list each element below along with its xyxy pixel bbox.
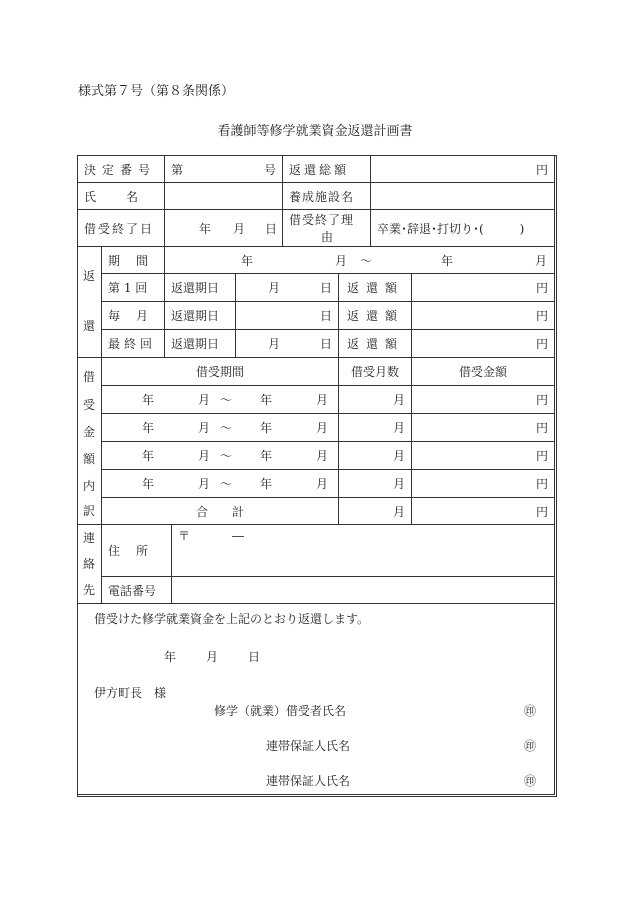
seal-icon: ㊞ [524,704,537,718]
loan-months-header [338,357,412,386]
facility-label-cell [282,182,371,210]
month-unit: 月 [233,222,246,236]
last-amount-field[interactable] [411,329,555,358]
amount-label: 返還額 [347,309,405,323]
facility-label: 養成施設名 [289,190,355,204]
loan-total-months-field[interactable] [338,497,412,525]
tilde-mark: ～ [220,393,233,407]
year-unit: 年 [142,449,155,463]
monthly-amount-field[interactable] [411,301,555,330]
first-installment-label-cell [101,273,165,302]
amount-label-cell [338,329,412,358]
dai-label: 第 [171,163,184,177]
month-unit: 月 [268,281,281,295]
loan-total-amount-field[interactable] [411,497,555,525]
address-field[interactable] [171,524,555,577]
phone-field[interactable] [171,576,555,604]
document-title: 看護師等修学就業資金返還計画書 [217,124,413,139]
loan-end-reason-field[interactable] [370,209,555,247]
side-char: 先 [83,583,96,597]
yen-unit: 円 [535,477,548,491]
repayment-side-label-1: 返 [83,269,96,283]
date-month-unit: 月 [206,650,219,664]
year-unit: 年 [441,254,454,268]
loan-amount-field[interactable] [411,469,555,498]
year-unit: 年 [199,222,212,236]
repayment-side-label-2: 還 [83,319,96,333]
address-label-cell [101,524,172,577]
first-due-date-field[interactable] [235,273,339,302]
borrower-name-label: 修学（就業）借受者氏名 [214,704,347,718]
tilde-mark: ～ [220,477,233,491]
day-unit: 日 [265,222,278,236]
total-repayment-label-cell [282,155,371,183]
year-unit: 年 [260,393,273,407]
date-day-unit: 日 [248,650,261,664]
loan-period-header-text: 借受期間 [195,365,244,379]
decision-number-label: 決定番号 [84,163,157,177]
repayment-side-label-cell [77,246,102,358]
month-unit: 月 [198,477,211,491]
due-date-label-cell [164,273,236,302]
year-unit: 年 [142,421,155,435]
date-year-unit: 年 [164,650,177,664]
name-field[interactable] [164,182,283,210]
side-char: 借 [83,370,96,384]
loan-months-field[interactable] [338,385,412,414]
monthly-installment-label-cell [101,301,165,330]
loan-period-header [101,357,339,386]
due-date-label: 返還期日 [171,309,220,323]
tilde-mark: ～ [220,449,233,463]
yen-unit: 円 [535,421,548,435]
loan-total-label-cell [101,497,339,525]
reason-options: 卒業･辞退･打切り･( ) [377,222,525,236]
loan-period-field[interactable] [101,441,339,470]
side-char: 連 [83,531,96,545]
month-unit: 月 [268,337,281,351]
month-unit: 月 [316,421,329,435]
loan-months-field[interactable] [338,469,412,498]
period-label: 期 間 [108,254,151,268]
yen-unit: 円 [535,337,548,351]
loan-amount-field[interactable] [411,441,555,470]
go-label: 号 [263,163,276,177]
month-unit: 月 [198,449,211,463]
tilde-mark: ～ [220,421,233,435]
loan-breakdown-side-label-cell [77,357,102,525]
year-unit: 年 [241,254,254,268]
month-unit: 月 [392,449,405,463]
facility-field[interactable] [370,182,555,210]
total-repayment-field[interactable] [370,155,555,183]
loan-months-field[interactable] [338,441,412,470]
last-installment-label: 最終回 [108,337,157,351]
seal-icon: ㊞ [524,774,537,788]
amount-label: 返還額 [347,337,405,351]
month-unit: 月 [316,449,329,463]
due-date-label-cell [164,329,236,358]
loan-months-field[interactable] [338,413,412,442]
side-char: 受 [83,398,96,412]
side-char: 絡 [83,557,96,571]
declaration-area [77,603,555,795]
loan-end-date-field[interactable] [164,209,283,247]
yen-unit: 円 [535,505,548,519]
day-unit: 日 [319,309,332,323]
decision-number-label-cell [77,155,165,183]
loan-end-date-label-cell [77,209,165,247]
address-label: 住 所 [108,544,151,558]
tilde-mark: ～ [360,254,373,268]
first-installment-label: 第 1 回 [108,281,148,295]
monthly-installment-label: 毎 月 [108,309,151,323]
year-unit: 年 [142,393,155,407]
loan-amount-field[interactable] [411,385,555,414]
loan-amount-header [411,357,555,386]
month-unit: 月 [392,421,405,435]
repayment-period-field[interactable] [164,246,555,274]
last-due-date-field[interactable] [235,329,339,358]
side-char: 訳 [83,504,96,518]
loan-months-header-text: 借受月数 [350,365,399,379]
amount-label: 返還額 [347,281,405,295]
due-date-label: 返還期日 [171,337,220,351]
yen-unit: 円 [535,393,548,407]
first-amount-field[interactable] [411,273,555,302]
loan-amount-field[interactable] [411,413,555,442]
due-date-label: 返還期日 [171,281,220,295]
loan-period-field[interactable] [101,385,339,414]
postal-mark: 〒 [178,529,191,543]
month-unit: 月 [335,254,348,268]
day-unit: 日 [319,281,332,295]
seal-icon: ㊞ [524,739,537,753]
yen-unit: 円 [535,449,548,463]
loan-period-field[interactable] [101,469,339,498]
loan-end-reason-label-cell [282,209,371,247]
phone-label-cell [101,576,172,604]
loan-end-reason-label-line1: 借受終了理 [289,213,355,227]
month-unit: 月 [535,254,548,268]
recipient-label: 伊方町長 様 [94,686,167,700]
guarantor-name-label-1: 連帯保証人氏名 [266,739,351,753]
period-label-cell [101,246,165,274]
month-unit: 月 [392,393,405,407]
year-unit: 年 [142,477,155,491]
loan-period-field[interactable] [101,413,339,442]
decision-number-field[interactable] [164,155,283,183]
form-number-label: 様式第７号（第８条関係） [78,84,235,99]
yen-unit: 円 [535,309,548,323]
monthly-due-date-field[interactable] [235,301,339,330]
yen-unit: 円 [535,281,548,295]
loan-amount-header-text: 借受金額 [458,365,507,379]
month-unit: 月 [198,421,211,435]
declaration-statement: 借受けた修学就業資金を上記のとおり返還します。 [94,612,370,626]
phone-label: 電話番号 [108,584,157,598]
month-unit: 月 [198,393,211,407]
year-unit: 年 [260,477,273,491]
side-char: 内 [83,479,96,493]
loan-end-date-label: 借受終了日 [84,222,155,236]
month-unit: 月 [392,477,405,491]
day-unit: 日 [319,337,332,351]
total-repayment-label: 返還総額 [289,163,350,177]
year-unit: 年 [260,449,273,463]
last-installment-label-cell [101,329,165,358]
postal-dash: ― [232,529,244,543]
amount-label-cell [338,301,412,330]
amount-label-cell [338,273,412,302]
month-unit: 月 [316,393,329,407]
month-unit: 月 [316,477,329,491]
name-label-cell [77,182,165,210]
loan-total-label: 合 計 [195,505,244,519]
guarantor-name-label-2: 連帯保証人氏名 [266,774,351,788]
month-unit: 月 [392,505,405,519]
contact-side-label-cell [77,524,102,604]
side-char: 金 [83,425,96,439]
due-date-label-cell [164,301,236,330]
side-char: 額 [83,452,96,466]
year-unit: 年 [260,421,273,435]
name-label: 氏 名 [84,190,141,204]
loan-end-reason-label-line2: 由 [321,230,334,244]
yen-unit: 円 [535,163,548,177]
